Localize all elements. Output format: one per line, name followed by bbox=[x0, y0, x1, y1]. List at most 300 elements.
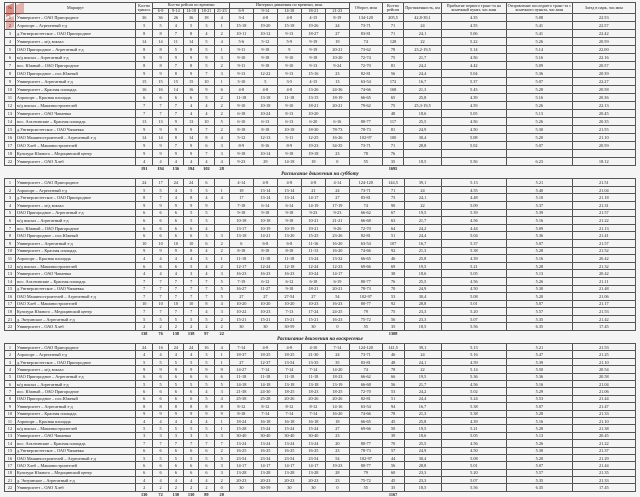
last-departure-cell: 5.10 bbox=[507, 194, 573, 202]
interval-cell: 14-18 bbox=[229, 381, 253, 388]
garage-entry-cell: 20.35 bbox=[572, 118, 635, 126]
route-number: 13 bbox=[5, 432, 16, 439]
vehicle-count: 4 bbox=[135, 351, 152, 358]
first-arrival-cell: 4.56 bbox=[441, 217, 507, 225]
trips-cell: 2 bbox=[214, 62, 229, 70]
first-arrival-cell: 5.01 bbox=[441, 300, 507, 308]
route-number: 10 bbox=[5, 86, 16, 94]
interval-cell: 11-18 bbox=[301, 373, 325, 380]
trips-cell: 4 bbox=[199, 262, 214, 270]
total-trips-by-time: 22 bbox=[219, 331, 224, 337]
interval-cell: 4-10 bbox=[301, 344, 325, 351]
trips-total-cell: 76 bbox=[382, 277, 404, 285]
route-name: Университет – ОАО Пригородное bbox=[15, 344, 135, 351]
last-departure-cell: 5.16 bbox=[507, 255, 573, 263]
trips-cell: 36 bbox=[153, 14, 168, 22]
garage-entry-cell: 21.10 bbox=[572, 417, 635, 424]
trips-cell: 4 bbox=[183, 158, 198, 166]
interval-cell: 19-23 bbox=[301, 142, 325, 150]
interval-cell: 4-8 bbox=[301, 179, 325, 187]
turnover-cell: 73-71 bbox=[349, 186, 382, 194]
vehicle-count: 4 bbox=[135, 255, 152, 263]
interval-cell: 9-10 bbox=[229, 102, 253, 110]
interval-cell: 30 bbox=[229, 323, 253, 331]
length-cell: 30,4 bbox=[404, 134, 441, 142]
trips-cell: 6 bbox=[153, 232, 168, 240]
route-number: 2 bbox=[5, 22, 16, 30]
trips-total-cell: 46 bbox=[382, 351, 404, 358]
turnover-cell bbox=[349, 110, 382, 118]
trips-total-cell: 75 bbox=[382, 308, 404, 316]
interval-cell: 5-9 bbox=[277, 38, 301, 46]
trips-cell: 1 bbox=[214, 186, 229, 194]
trips-total-cell: 78 bbox=[382, 366, 404, 373]
route-number: 15 bbox=[5, 285, 16, 293]
length-cell: 30,4 bbox=[404, 293, 441, 301]
garage-entry-cell: 21.33 bbox=[572, 410, 635, 417]
garage-entry-cell: 21.55 bbox=[572, 126, 635, 134]
vehicle-count: 4 bbox=[135, 477, 152, 484]
interval-cell: 14-17 bbox=[253, 462, 277, 469]
first-arrival-cell: 5.21 bbox=[441, 425, 507, 432]
interval-cell: 18-19 bbox=[325, 94, 349, 102]
length-cell: 21,3 bbox=[404, 247, 441, 255]
route-name: д.Унгверсистетское – ОАО Пригородное bbox=[15, 358, 135, 365]
route-name: д.Унгверсистетское – ОАО Чапаевка bbox=[15, 126, 135, 134]
interval-cell: 13-18 bbox=[301, 381, 325, 388]
route-name: Университет – м/д вокзал bbox=[15, 38, 135, 46]
length-cell: 28,8 bbox=[404, 142, 441, 150]
table-row bbox=[5, 351, 636, 358]
route-number: 21 bbox=[5, 477, 16, 484]
vehicle-count: 6 bbox=[135, 447, 152, 454]
trips-cell: 3 bbox=[214, 432, 229, 439]
col-i3: 14-18 bbox=[277, 8, 301, 14]
trips-total-cell: 50 bbox=[382, 425, 404, 432]
trips-cell: 6 bbox=[214, 373, 229, 380]
trips-total-cell: 117 bbox=[382, 118, 404, 126]
trips-cell: 9 bbox=[168, 118, 183, 126]
empty-cell bbox=[507, 491, 573, 497]
table-row bbox=[5, 447, 636, 454]
route-name: Университет – ОАО Чапаевка bbox=[15, 432, 135, 439]
first-arrival-cell: 5.20 bbox=[441, 469, 507, 476]
trips-cell: 4 bbox=[199, 102, 214, 110]
trips-cell: 4 bbox=[214, 395, 229, 402]
col-t3: 14-18 bbox=[183, 8, 198, 14]
length-cell: 22 bbox=[404, 38, 441, 46]
trips-cell: 3 bbox=[199, 232, 214, 240]
route-name: м/д вокзал – Машиностроителей bbox=[15, 262, 135, 270]
route-name: Аэропорт – Красная площадь bbox=[15, 94, 135, 102]
trips-cell: 4 bbox=[199, 224, 214, 232]
length-cell: 23,2-19,5 bbox=[404, 46, 441, 54]
interval-cell: 10-20 bbox=[253, 300, 277, 308]
route-number: 22 bbox=[5, 484, 16, 491]
interval-cell: 18-25 bbox=[277, 388, 301, 395]
trips-total-cell: 45 bbox=[382, 417, 404, 424]
trips-cell: 3 bbox=[214, 270, 229, 278]
garage-entry-cell: 20.39 bbox=[572, 70, 635, 78]
interval-cell: 9-13 bbox=[229, 70, 253, 78]
trips-cell: 5 bbox=[168, 454, 183, 461]
trips-cell: 5 bbox=[184, 381, 199, 388]
interval-cell: 10-20 bbox=[277, 300, 301, 308]
route-name: Аэропорт – Красная площадь bbox=[15, 255, 135, 263]
trips-cell: 4 bbox=[153, 351, 168, 358]
length-cell: 16,7 bbox=[404, 78, 441, 86]
table-row bbox=[5, 14, 636, 22]
trips-cell: 4 bbox=[214, 158, 229, 166]
trips-cell: 2 bbox=[214, 239, 229, 247]
turnover-cell: 80-77 bbox=[349, 462, 382, 469]
trips-cell: 3 bbox=[214, 142, 229, 150]
interval-cell: 27-54 bbox=[277, 293, 301, 301]
last-departure-cell: 5.57 bbox=[507, 308, 573, 316]
trips-total-cell: 53 bbox=[382, 388, 404, 395]
trips-cell: 6 bbox=[199, 469, 214, 476]
last-departure-cell: 5.30 bbox=[507, 447, 573, 454]
trips-cell: 10 bbox=[199, 118, 214, 126]
turnover-cell: 63-54 bbox=[349, 78, 382, 86]
interval-cell: 34-35 bbox=[325, 142, 349, 150]
trips-total-cell: 46 bbox=[382, 255, 404, 263]
trips-cell: 4 bbox=[168, 194, 183, 202]
trips-cell: 9 bbox=[183, 150, 198, 158]
trips-cell: 4 bbox=[168, 477, 183, 484]
garage-entry-cell: 21.25 bbox=[572, 351, 635, 358]
trips-cell: 5 bbox=[168, 358, 183, 365]
last-departure-cell: 5.57 bbox=[507, 469, 573, 476]
interval-cell: 0 bbox=[325, 484, 349, 491]
trips-total-cell: 38 bbox=[382, 270, 404, 278]
empty-cell bbox=[253, 491, 277, 497]
col-length: Протяженность, км bbox=[404, 3, 441, 14]
vehicle-count: 6 bbox=[135, 262, 152, 270]
interval-cell: 27 bbox=[229, 358, 253, 365]
interval-cell: 27 bbox=[253, 293, 277, 301]
route-number: 11 bbox=[5, 94, 16, 102]
length-cell: 19,5 bbox=[404, 209, 441, 217]
interval-cell: 8-18 bbox=[229, 247, 253, 255]
interval-cell: 16-18 bbox=[253, 417, 277, 424]
table-row bbox=[5, 477, 636, 484]
garage-entry-cell: 21.35 bbox=[572, 469, 635, 476]
interval-cell: 6-20 bbox=[301, 118, 325, 126]
garage-entry-cell: 21.33 bbox=[572, 477, 635, 484]
interval-cell: 9-18 bbox=[253, 54, 277, 62]
trips-cell: 6 bbox=[199, 462, 214, 469]
trips-total-cell: 92 bbox=[382, 300, 404, 308]
vehicle-count: 6 bbox=[135, 232, 152, 240]
route-name: Культура Южного – Медицинский центр bbox=[15, 469, 135, 476]
trips-cell: 1 bbox=[214, 22, 229, 30]
trips-total-cell: 73 bbox=[382, 194, 404, 202]
length-cell: 24,2 bbox=[404, 388, 441, 395]
trips-total-cell: 63 bbox=[382, 217, 404, 225]
route-number: 11 bbox=[5, 255, 16, 263]
interval-cell: 9-23 bbox=[301, 209, 325, 217]
garage-entry-cell: 22.42 bbox=[572, 30, 635, 38]
trips-cell: 2 bbox=[214, 30, 229, 38]
route-number: 3 bbox=[5, 358, 16, 365]
turnover-cell: 82-81 bbox=[349, 232, 382, 240]
turnover-cell: 78-73 bbox=[349, 126, 382, 134]
interval-cell: 7-14 bbox=[253, 410, 277, 417]
length-cell: 25,5 bbox=[404, 118, 441, 126]
interval-cell: 24-25 bbox=[325, 308, 349, 316]
garage-entry-cell: 21.22 bbox=[572, 440, 635, 447]
garage-entry-cell: 21.53 bbox=[572, 308, 635, 316]
trips-total-cell: 64 bbox=[382, 224, 404, 232]
interval-cell: 14-17 bbox=[325, 270, 349, 278]
interval-cell: 19-23 bbox=[325, 462, 349, 469]
interval-cell: 9-11 bbox=[229, 62, 253, 70]
trips-cell: 6 bbox=[153, 395, 168, 402]
vehicle-count: 7 bbox=[135, 110, 152, 118]
interval-cell: 19-18 bbox=[301, 150, 325, 158]
trips-cell: 14 bbox=[153, 134, 168, 142]
turnover-cell: 80-77 bbox=[349, 277, 382, 285]
trips-cell: 5 bbox=[184, 358, 199, 365]
length-cell: 21,7 bbox=[404, 217, 441, 225]
last-departure-cell: 5.35 bbox=[507, 477, 573, 484]
interval-cell: 10-24 bbox=[253, 110, 277, 118]
vehicle-count: 9 bbox=[135, 150, 152, 158]
turnover-cell: 75-72 bbox=[349, 315, 382, 323]
vehicle-count: 4 bbox=[135, 158, 152, 166]
trips-cell: 4 bbox=[168, 158, 183, 166]
trips-cell: 7 bbox=[199, 126, 214, 134]
interval-cell: 54 bbox=[325, 454, 349, 461]
empty-cell bbox=[277, 491, 301, 497]
trips-cell: 9 bbox=[199, 86, 214, 94]
trips-cell: 5 bbox=[153, 358, 168, 365]
route-number: 18 bbox=[5, 150, 16, 158]
col-vehicles: Кол-во трансп. bbox=[135, 3, 152, 14]
turnover-cell: 83-81 bbox=[349, 194, 382, 202]
first-arrival-cell: 4.55 bbox=[441, 186, 507, 194]
table-row bbox=[5, 194, 636, 202]
last-departure-cell: 5.36 bbox=[507, 70, 572, 78]
turnover-cell: 74-66 bbox=[349, 86, 382, 94]
schedule-sheet bbox=[4, 2, 636, 497]
first-arrival-cell: 5.21 bbox=[441, 262, 507, 270]
trips-cell: 3 bbox=[214, 308, 229, 316]
trips-cell: 7 bbox=[199, 70, 214, 78]
trips-cell: 7 bbox=[184, 293, 199, 301]
interval-cell: 4-15 bbox=[301, 14, 325, 22]
length-cell: 24,4 bbox=[404, 70, 441, 78]
table-row bbox=[5, 255, 636, 263]
route-number: 8 bbox=[5, 232, 16, 240]
total-trips-by-time: 97 bbox=[204, 331, 209, 337]
turnover-cell: 69-66 bbox=[349, 262, 382, 270]
interval-cell: 9-13 bbox=[277, 30, 301, 38]
interval-cell: 11-18 bbox=[253, 255, 277, 263]
trips-cell: 5 bbox=[214, 285, 229, 293]
table-row bbox=[5, 62, 636, 70]
turnover-cell: 79 bbox=[349, 469, 382, 476]
trips-cell: 6 bbox=[168, 447, 183, 454]
route-name: Университет – Агрегатный з-д bbox=[15, 403, 135, 410]
interval-cell: 18-27 bbox=[301, 30, 325, 38]
interval-cell: 27 bbox=[301, 293, 325, 301]
trips-cell: 6 bbox=[168, 94, 183, 102]
interval-cell: 20 bbox=[325, 440, 349, 447]
table-row bbox=[5, 110, 636, 118]
trips-cell: 3 bbox=[214, 388, 229, 395]
trips-cell: 36 bbox=[183, 14, 198, 22]
trips-cell: 7 bbox=[184, 277, 199, 285]
garage-entry-cell: 21.29 bbox=[572, 454, 635, 461]
trips-total-cell: 144,5 bbox=[382, 179, 404, 187]
route-name: ОАО Машиностроителей – Агрегатный з-д bbox=[15, 134, 135, 142]
garage-entry-cell: 22.00 bbox=[572, 46, 635, 54]
trips-total-cell: 76 bbox=[382, 150, 404, 158]
first-arrival-cell: 4.39 bbox=[441, 255, 507, 263]
route-number: 2 bbox=[5, 186, 16, 194]
trips-cell: 7 bbox=[153, 277, 168, 285]
route-name: д.Унгверсистетское – ОАО Пригородное bbox=[15, 194, 135, 202]
table-row bbox=[5, 54, 636, 62]
route-number: 1 bbox=[5, 14, 16, 22]
table-row bbox=[5, 70, 636, 78]
turnover-cell: 63-54 bbox=[349, 403, 382, 410]
trips-cell: 6 bbox=[168, 395, 183, 402]
route-number: 9 bbox=[5, 239, 16, 247]
trips-cell: 4 bbox=[214, 300, 229, 308]
length-cell: 24,4 bbox=[404, 232, 441, 240]
interval-cell: 16-25 bbox=[277, 447, 301, 454]
interval-cell: 4-14 bbox=[325, 179, 349, 187]
trips-cell: 26 bbox=[168, 14, 183, 22]
turnover-cell: 66-65 bbox=[349, 255, 382, 263]
interval-cell: 9-18 bbox=[301, 54, 325, 62]
route-name: д.Унгверсистетское – ОАО Пригородное bbox=[15, 30, 135, 38]
interval-cell: 7-14 bbox=[301, 366, 325, 373]
interval-cell: 16-18 bbox=[277, 417, 301, 424]
garage-entry-cell: 21.17 bbox=[572, 300, 635, 308]
interval-cell: 6-18 bbox=[229, 110, 253, 118]
interval-cell: 20-21 bbox=[325, 102, 349, 110]
trips-total-cell: 57 bbox=[382, 447, 404, 454]
trips-cell: 6 bbox=[199, 142, 214, 150]
length-cell: 25,8 bbox=[404, 417, 441, 424]
length-cell: 25,3-19,5 bbox=[404, 102, 441, 110]
trips-cell: 16 bbox=[153, 344, 168, 351]
interval-cell: 23-54 bbox=[277, 454, 301, 461]
interval-cell: 35 bbox=[325, 358, 349, 365]
last-departure-cell: 5.07 bbox=[507, 300, 573, 308]
last-departure-cell: 5.26 bbox=[507, 38, 572, 46]
last-departure-cell: 5.50 bbox=[507, 366, 573, 373]
col-t2: 9-14 bbox=[168, 8, 183, 14]
trips-cell: 6 bbox=[168, 262, 183, 270]
saturday-schedule-table bbox=[4, 178, 636, 336]
vehicle-count: 7 bbox=[135, 277, 152, 285]
interval-cell: 4-8 bbox=[277, 14, 301, 22]
table-row bbox=[5, 179, 636, 187]
last-departure-cell: 5.16 bbox=[507, 217, 573, 225]
trips-cell: 4 bbox=[168, 270, 183, 278]
interval-cell: 18 bbox=[301, 158, 325, 166]
interval-cell: 24-30 bbox=[253, 388, 277, 395]
table-row bbox=[5, 247, 636, 255]
interval-cell: 14-18 bbox=[277, 158, 301, 166]
route-name: Университет – ОАО Чапаевка bbox=[15, 110, 135, 118]
route-number: 8 bbox=[5, 70, 16, 78]
interval-cell: 9-18 bbox=[253, 209, 277, 217]
empty-cell bbox=[404, 491, 441, 497]
last-departure-cell: 5.36 bbox=[507, 232, 573, 240]
route-number: 13 bbox=[5, 270, 16, 278]
vehicle-count: 36 bbox=[135, 14, 152, 22]
trips-cell: 7 bbox=[153, 293, 168, 301]
trips-cell: 9 bbox=[199, 54, 214, 62]
turnover-cell: 72-70 bbox=[349, 388, 382, 395]
garage-entry-cell: 21.06 bbox=[572, 293, 635, 301]
trips-cell: 3 bbox=[214, 462, 229, 469]
last-departure-cell: 5.21 bbox=[507, 179, 573, 187]
trips-cell: 7 bbox=[153, 102, 168, 110]
first-arrival-cell: 5.02 bbox=[441, 388, 507, 395]
table-row bbox=[5, 358, 636, 365]
garage-entry-cell: 22.57 bbox=[572, 22, 635, 30]
interval-cell: 6 bbox=[229, 239, 253, 247]
route-number: 21 bbox=[5, 315, 16, 323]
trips-cell: 9 bbox=[153, 126, 168, 134]
route-number: 4 bbox=[5, 201, 16, 209]
route-number: 15 bbox=[5, 447, 16, 454]
trips-total-cell: 56 bbox=[382, 381, 404, 388]
interval-cell: 14-27 bbox=[229, 366, 253, 373]
last-departure-cell: 6.35 bbox=[507, 484, 573, 491]
garage-entry-cell: 21.53 bbox=[572, 344, 635, 351]
trips-cell: 5 bbox=[168, 425, 183, 432]
interval-cell: 16-25 bbox=[229, 447, 253, 454]
table-row bbox=[5, 262, 636, 270]
first-arrival-cell bbox=[441, 150, 506, 158]
route-number: 14 bbox=[5, 118, 16, 126]
trips-cell: 7 bbox=[168, 142, 183, 150]
trips-cell: 5 bbox=[184, 209, 199, 217]
interval-cell: 24-36 bbox=[325, 86, 349, 94]
interval-cell: 8-9 bbox=[277, 142, 301, 150]
garage-entry-cell: 21.37 bbox=[572, 447, 635, 454]
interval-cell: 13-19 bbox=[325, 381, 349, 388]
interval-cell: 6-10 bbox=[229, 118, 253, 126]
table-row bbox=[5, 469, 636, 476]
interval-cell: 14-16 bbox=[325, 403, 349, 410]
route-name: Культура Южного – Медицинский центр bbox=[15, 150, 135, 158]
vehicle-count: 24 bbox=[135, 179, 152, 187]
trips-cell: 9 bbox=[168, 150, 183, 158]
table-row bbox=[5, 78, 636, 86]
route-name: Университет – ОАО Хлеб bbox=[15, 158, 135, 166]
interval-cell: 14-17 bbox=[229, 462, 253, 469]
trips-cell: 9 bbox=[184, 366, 199, 373]
trips-cell: 3 bbox=[168, 432, 183, 439]
length-cell: 24 bbox=[404, 186, 441, 194]
vehicle-count: 7 bbox=[135, 308, 152, 316]
route-name: д.Унгверсистетское – ОАО Чапаевка bbox=[15, 447, 135, 454]
turnover-cell: 83-81 bbox=[349, 30, 382, 38]
garage-entry-cell: 21.47 bbox=[572, 403, 635, 410]
table-row bbox=[5, 134, 636, 142]
interval-cell: 8-16 bbox=[253, 142, 277, 150]
table-row bbox=[5, 186, 636, 194]
